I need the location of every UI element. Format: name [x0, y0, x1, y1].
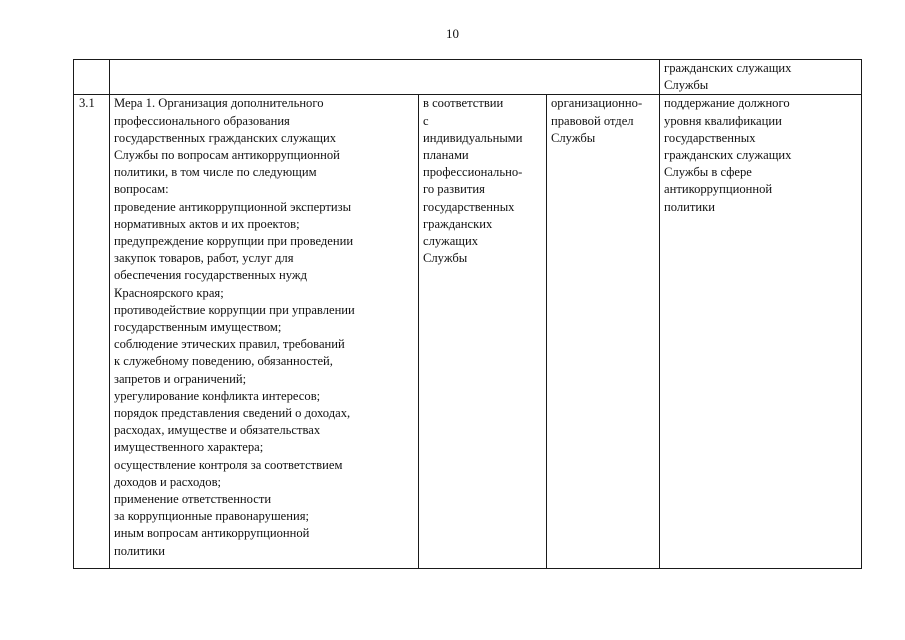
- results-text: [664, 95, 858, 215]
- text-line: служащих: [423, 234, 479, 249]
- results-cell: [660, 95, 862, 569]
- text-line: урегулирование конфликта интересов;: [114, 388, 321, 403]
- text-line: в соответствии: [423, 96, 504, 111]
- text-line: профессионально-: [423, 165, 523, 180]
- text-line: с: [423, 113, 429, 128]
- text-line: организационно-: [551, 96, 643, 111]
- text-line: Красноярского края;: [114, 285, 224, 300]
- text-line: го развития: [423, 182, 485, 197]
- text-line: применение ответственности: [114, 492, 272, 507]
- measures-table: [73, 59, 862, 569]
- responsible-cell: [547, 95, 660, 569]
- text-line: порядок представления сведений о доходах,: [114, 406, 351, 421]
- text-line: профессионального образования: [114, 113, 290, 128]
- text-line: планами: [423, 148, 469, 163]
- text-line: гражданских служащих: [664, 61, 792, 75]
- text-line: государственных: [664, 130, 756, 145]
- measure-number-cell: [74, 95, 110, 569]
- text-line: соблюдение этических правил, требований: [114, 337, 345, 352]
- responsible-text: [551, 95, 656, 147]
- text-line: политики: [114, 543, 165, 558]
- text-line: закупок товаров, работ, услуг для: [114, 251, 294, 266]
- results-continued-text: [664, 60, 858, 94]
- text-line: обеспечения государственных нужд: [114, 268, 307, 283]
- text-line: политики: [664, 199, 716, 214]
- text-line: политики, в том числе по следующим: [114, 165, 317, 180]
- deadline-text: [423, 95, 543, 267]
- text-line: имущественного характера;: [114, 440, 264, 455]
- text-line: государственных гражданских служащих: [114, 130, 337, 145]
- text-line: поддержание должного: [664, 96, 790, 111]
- text-line: проведение антикоррупционной экспертизы: [114, 199, 352, 214]
- page-number: 10: [446, 26, 459, 41]
- text-line: нормативных актов и их проектов;: [114, 216, 300, 231]
- text-line: Службы по вопросам антикоррупционной: [114, 148, 340, 163]
- text-line: доходов и расходов;: [114, 474, 222, 489]
- text-line: гражданских: [423, 216, 493, 231]
- text-line: Службы: [551, 130, 596, 145]
- measure-description-text: [114, 95, 415, 559]
- text-line: вопросам:: [114, 182, 169, 197]
- text-line: индивидуальными: [423, 130, 523, 145]
- measure-description-cell: [110, 95, 419, 569]
- measure-number: 3.1: [79, 96, 95, 111]
- merged-cell-empty: [110, 60, 660, 95]
- text-line: расходах, имуществе и обязательствах: [114, 423, 321, 438]
- deadline-cell: [419, 95, 547, 569]
- text-line: государственных: [423, 199, 515, 214]
- text-line: иным вопросам антикоррупционной: [114, 526, 310, 541]
- text-line: Службы: [423, 251, 468, 266]
- table-row-continued: [74, 60, 862, 95]
- text-line: антикоррупционной: [664, 182, 773, 197]
- text-line: Службы: [664, 78, 709, 93]
- text-line: запретов и ограничений;: [114, 371, 247, 386]
- text-line: Мера 1. Организация дополнительного: [114, 96, 324, 111]
- text-line: осуществление контроля за соответствием: [114, 457, 343, 472]
- text-line: уровня квалификации: [664, 113, 782, 128]
- text-line: государственным имуществом;: [114, 320, 282, 335]
- text-line: к служебному поведению, обязанностей,: [114, 354, 333, 369]
- text-line: за коррупционные правонарушения;: [114, 509, 310, 524]
- table-row-measure: [74, 95, 862, 569]
- text-line: Службы в сфере: [664, 165, 752, 180]
- text-line: предупреждение коррупции при проведении: [114, 234, 354, 249]
- results-cell-continued: [660, 60, 862, 95]
- text-line: гражданских служащих: [664, 148, 792, 163]
- text-line: противодействие коррупции при управлении: [114, 302, 355, 317]
- number-cell-empty: [74, 60, 110, 95]
- text-line: правовой отдел: [551, 113, 634, 128]
